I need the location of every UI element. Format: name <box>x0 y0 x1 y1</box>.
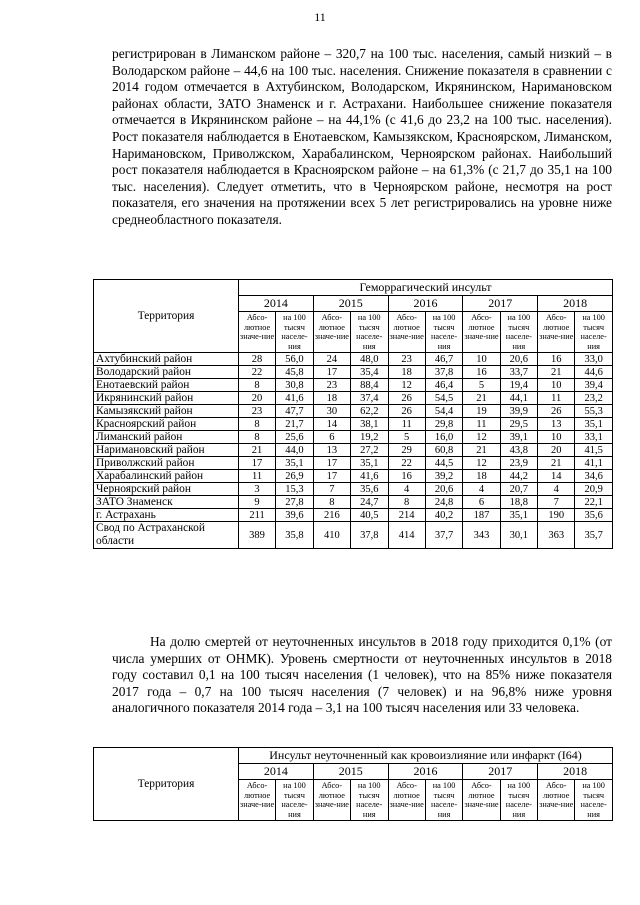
rate-cell: 18,8 <box>500 496 538 509</box>
rate-per-100k-header: на 100 тысяч населе-ния <box>575 312 613 353</box>
rate-per-100k-header: на 100 тысяч населе-ния <box>425 780 463 821</box>
rate-cell: 24,8 <box>425 496 463 509</box>
rate-cell: 25,6 <box>276 431 314 444</box>
territory-name: Енотаевский район <box>94 379 239 392</box>
rate-cell: 39,1 <box>500 431 538 444</box>
rate-cell: 47,7 <box>276 405 314 418</box>
absolute-value-cell: 216 <box>313 509 350 522</box>
rate-cell: 41,6 <box>276 392 314 405</box>
territory-name: ЗАТО Знаменск <box>94 496 239 509</box>
absolute-value-cell: 26 <box>538 405 575 418</box>
absolute-value-cell: 18 <box>463 470 500 483</box>
absolute-value-cell: 5 <box>388 431 425 444</box>
absolute-value-header: Абсо-лютное значе-ние <box>463 312 500 353</box>
rate-cell: 40,2 <box>425 509 463 522</box>
absolute-value-header: Абсо-лютное значе-ние <box>538 780 575 821</box>
rate-cell: 46,7 <box>425 353 463 366</box>
absolute-value-cell: 17 <box>313 470 350 483</box>
table-caption: Инсульт неуточненный как кровоизлияние или инфаркт (I64) <box>239 748 613 764</box>
territory-name: Харабалинский район <box>94 470 239 483</box>
table-row <box>94 353 613 366</box>
absolute-value-cell: 17 <box>313 366 350 379</box>
rate-per-100k-header: на 100 тысяч населе-ния <box>425 312 463 353</box>
absolute-value-cell: 211 <box>239 509 276 522</box>
year-header: 2014 <box>239 296 314 312</box>
absolute-value-cell: 6 <box>313 431 350 444</box>
hemorrhagic-stroke-table <box>93 279 613 549</box>
rate-cell: 27,8 <box>276 496 314 509</box>
absolute-value-header: Абсо-лютное значе-ние <box>388 312 425 353</box>
rate-cell: 44,0 <box>276 444 314 457</box>
absolute-value-cell: 4 <box>538 483 575 496</box>
table-row <box>94 496 613 509</box>
rate-cell: 62,2 <box>350 405 388 418</box>
absolute-value-cell: 26 <box>388 392 425 405</box>
table-row <box>94 379 613 392</box>
year-header: 2017 <box>463 764 538 780</box>
rate-cell: 41,6 <box>350 470 388 483</box>
absolute-value-cell: 8 <box>313 496 350 509</box>
absolute-value-cell: 23 <box>239 405 276 418</box>
absolute-value-cell: 10 <box>538 431 575 444</box>
rate-cell: 35,8 <box>276 522 314 549</box>
rate-cell: 16,0 <box>425 431 463 444</box>
absolute-value-cell: 7 <box>313 483 350 496</box>
absolute-value-cell: 16 <box>388 470 425 483</box>
rate-cell: 33,1 <box>575 431 613 444</box>
rate-cell: 55,3 <box>575 405 613 418</box>
rate-cell: 15,3 <box>276 483 314 496</box>
absolute-value-cell: 7 <box>538 496 575 509</box>
paragraph-text: На долю смертей от неуточненных инсультов в 2018 году приходится 0,1% (от числа умерших от ОНМК). Уровень смертности от неуточненных инсультов в 2018 году составил 0,1 на 100 тысяч населения (1 человек), что на 85% ниже показателя 2017 года – 0,7 на 100 тысяч населения (7 человек) и на 96,8% ниже уровня аналогичного показателя 2014 года – 3,1 на 100 тысяч населения или 33 человека. <box>112 634 612 716</box>
page-number: 11 <box>314 10 326 24</box>
territory-name: Красноярский район <box>94 418 239 431</box>
rate-cell: 34,6 <box>575 470 613 483</box>
rate-cell: 35,1 <box>500 509 538 522</box>
absolute-value-cell: 21 <box>538 457 575 470</box>
rate-cell: 21,7 <box>276 418 314 431</box>
rate-cell: 39,9 <box>500 405 538 418</box>
rate-cell: 60,8 <box>425 444 463 457</box>
absolute-value-cell: 11 <box>463 418 500 431</box>
absolute-value-cell: 17 <box>313 457 350 470</box>
absolute-value-cell: 12 <box>463 457 500 470</box>
absolute-value-cell: 28 <box>239 353 276 366</box>
rate-cell: 44,5 <box>425 457 463 470</box>
absolute-value-cell: 17 <box>239 457 276 470</box>
rate-cell: 24,7 <box>350 496 388 509</box>
rate-cell: 46,4 <box>425 379 463 392</box>
rate-cell: 33,7 <box>500 366 538 379</box>
absolute-value-cell: 16 <box>463 366 500 379</box>
absolute-value-cell: 22 <box>239 366 276 379</box>
absolute-value-header: Абсо-лютное значе-ние <box>239 312 276 353</box>
absolute-value-header: Абсо-лютное значе-ние <box>239 780 276 821</box>
rate-cell: 23,9 <box>500 457 538 470</box>
territory-name: г. Астрахань <box>94 509 239 522</box>
absolute-value-cell: 187 <box>463 509 500 522</box>
absolute-value-cell: 3 <box>239 483 276 496</box>
rate-cell: 41,1 <box>575 457 613 470</box>
paragraph-text: регистрирован в Лиманском районе – 320,7 на 100 тыс. населения, самый низкий – в Володарском районе – 44,6 на 100 тыс. населения. Снижение показателя в сравнении с 2014 годом отмечается в Ахтубинском, Володарском, Икрянинском, Наримановском районах области, ЗАТО Знаменск и г. Астрахани. Наибольшее снижение показателя отмечается в Икрянинском районе – на 44,1% (с 41,6 до 23,2 на 100 тыс. населения). Рост показателя наблюдается в Енотаевском, Камызякском, Красноярском, Лиманском, Наримановском, Приволжском, Харабалинском, Черноярском районах. Наибольший рост показателя наблюдается в Красноярском районе – на 61,3% (с 21,7 до 35,1 на 100 тыс. населения). Следует отметить, что в Черноярском районе, несмотря на рост показателя, его значения на протяжении всех 5 лет регистрировались на уровне ниже среднеобластного показателя. <box>112 46 612 227</box>
table-caption: Геморрагический инсульт <box>239 280 613 296</box>
rate-cell: 37,8 <box>425 366 463 379</box>
table-row <box>94 483 613 496</box>
absolute-value-cell: 21 <box>239 444 276 457</box>
rate-cell: 48,0 <box>350 353 388 366</box>
absolute-value-cell: 19 <box>463 405 500 418</box>
absolute-value-cell: 20 <box>538 444 575 457</box>
territory-name: Володарский район <box>94 366 239 379</box>
rate-cell: 35,7 <box>575 522 613 549</box>
rate-cell: 22,1 <box>575 496 613 509</box>
territory-header: Территория <box>94 748 239 821</box>
rate-per-100k-header: на 100 тысяч населе-ния <box>276 780 314 821</box>
rate-cell: 45,8 <box>276 366 314 379</box>
territory-name: Камызякский район <box>94 405 239 418</box>
rate-cell: 37,4 <box>350 392 388 405</box>
absolute-value-cell: 20 <box>239 392 276 405</box>
rate-cell: 88,4 <box>350 379 388 392</box>
absolute-value-cell: 18 <box>388 366 425 379</box>
absolute-value-cell: 11 <box>388 418 425 431</box>
rate-cell: 35,1 <box>575 418 613 431</box>
rate-cell: 44,2 <box>500 470 538 483</box>
table-row <box>94 509 613 522</box>
rate-cell: 27,2 <box>350 444 388 457</box>
rate-per-100k-header: на 100 тысяч населе-ния <box>276 312 314 353</box>
absolute-value-cell: 5 <box>463 379 500 392</box>
absolute-value-header: Абсо-лютное значе-ние <box>313 312 350 353</box>
rate-per-100k-header: на 100 тысяч населе-ния <box>350 312 388 353</box>
absolute-value-cell: 16 <box>538 353 575 366</box>
absolute-value-cell: 10 <box>463 353 500 366</box>
rate-per-100k-header: на 100 тысяч населе-ния <box>500 780 538 821</box>
absolute-value-cell: 410 <box>313 522 350 549</box>
rate-cell: 20,7 <box>500 483 538 496</box>
table-row <box>94 392 613 405</box>
rate-cell: 54,5 <box>425 392 463 405</box>
absolute-value-cell: 11 <box>239 470 276 483</box>
table-row <box>94 522 613 549</box>
absolute-value-header: Абсо-лютное значе-ние <box>388 780 425 821</box>
absolute-value-cell: 29 <box>388 444 425 457</box>
territory-name: Ахтубинский район <box>94 353 239 366</box>
rate-cell: 35,1 <box>276 457 314 470</box>
absolute-value-cell: 9 <box>239 496 276 509</box>
territory-name: Лиманский район <box>94 431 239 444</box>
absolute-value-cell: 12 <box>463 431 500 444</box>
rate-cell: 29,5 <box>500 418 538 431</box>
year-header: 2016 <box>388 764 463 780</box>
rate-cell: 40,5 <box>350 509 388 522</box>
rate-cell: 44,1 <box>500 392 538 405</box>
territory-name: Икрянинский район <box>94 392 239 405</box>
absolute-value-cell: 24 <box>313 353 350 366</box>
rate-cell: 39,6 <box>276 509 314 522</box>
rate-cell: 37,8 <box>350 522 388 549</box>
absolute-value-cell: 21 <box>538 366 575 379</box>
absolute-value-cell: 8 <box>239 431 276 444</box>
table-row <box>94 431 613 444</box>
rate-cell: 33,0 <box>575 353 613 366</box>
absolute-value-cell: 22 <box>388 457 425 470</box>
table-row <box>94 457 613 470</box>
absolute-value-cell: 363 <box>538 522 575 549</box>
year-header: 2018 <box>538 764 613 780</box>
rate-cell: 39,2 <box>425 470 463 483</box>
absolute-value-cell: 10 <box>538 379 575 392</box>
rate-cell: 23,2 <box>575 392 613 405</box>
absolute-value-cell: 14 <box>538 470 575 483</box>
rate-per-100k-header: на 100 тысяч населе-ния <box>500 312 538 353</box>
territory-name: Наримановский район <box>94 444 239 457</box>
absolute-value-cell: 23 <box>388 353 425 366</box>
absolute-value-cell: 8 <box>239 418 276 431</box>
absolute-value-cell: 30 <box>313 405 350 418</box>
absolute-value-header: Абсо-лютное значе-ние <box>538 312 575 353</box>
absolute-value-cell: 414 <box>388 522 425 549</box>
rate-per-100k-header: на 100 тысяч населе-ния <box>575 780 613 821</box>
year-header: 2015 <box>313 764 388 780</box>
table-row <box>94 470 613 483</box>
rate-cell: 30,1 <box>500 522 538 549</box>
rate-cell: 26,9 <box>276 470 314 483</box>
absolute-value-header: Абсо-лютное значе-ние <box>313 780 350 821</box>
year-header: 2016 <box>388 296 463 312</box>
rate-per-100k-header: на 100 тысяч населе-ния <box>350 780 388 821</box>
table-row <box>94 418 613 431</box>
rate-cell: 20,9 <box>575 483 613 496</box>
absolute-value-cell: 343 <box>463 522 500 549</box>
territory-name: Черноярский район <box>94 483 239 496</box>
rate-cell: 35,6 <box>350 483 388 496</box>
rate-cell: 35,4 <box>350 366 388 379</box>
year-header: 2017 <box>463 296 538 312</box>
rate-cell: 37,7 <box>425 522 463 549</box>
rate-cell: 20,6 <box>425 483 463 496</box>
territory-name: Приволжский район <box>94 457 239 470</box>
year-header: 2015 <box>313 296 388 312</box>
table-row <box>94 366 613 379</box>
territory-name: Свод по Астраханской области <box>94 522 239 549</box>
rate-cell: 29,8 <box>425 418 463 431</box>
rate-cell: 19,4 <box>500 379 538 392</box>
rate-cell: 41,5 <box>575 444 613 457</box>
absolute-value-cell: 13 <box>538 418 575 431</box>
absolute-value-cell: 8 <box>388 496 425 509</box>
absolute-value-cell: 4 <box>463 483 500 496</box>
rate-cell: 20,6 <box>500 353 538 366</box>
year-header: 2018 <box>538 296 613 312</box>
absolute-value-cell: 21 <box>463 392 500 405</box>
absolute-value-cell: 214 <box>388 509 425 522</box>
table-body <box>94 353 613 549</box>
rate-cell: 35,1 <box>350 457 388 470</box>
unspecified-stroke-table <box>93 747 613 821</box>
table-row <box>94 444 613 457</box>
absolute-value-cell: 21 <box>463 444 500 457</box>
absolute-value-cell: 12 <box>388 379 425 392</box>
rate-cell: 30,8 <box>276 379 314 392</box>
rate-cell: 56,0 <box>276 353 314 366</box>
absolute-value-cell: 8 <box>239 379 276 392</box>
absolute-value-cell: 26 <box>388 405 425 418</box>
absolute-value-cell: 18 <box>313 392 350 405</box>
table-row <box>94 405 613 418</box>
year-header: 2014 <box>239 764 314 780</box>
rate-cell: 19,2 <box>350 431 388 444</box>
rate-cell: 44,6 <box>575 366 613 379</box>
absolute-value-cell: 23 <box>313 379 350 392</box>
rate-cell: 35,6 <box>575 509 613 522</box>
rate-cell: 39,4 <box>575 379 613 392</box>
absolute-value-cell: 13 <box>313 444 350 457</box>
absolute-value-cell: 389 <box>239 522 276 549</box>
absolute-value-cell: 6 <box>463 496 500 509</box>
rate-cell: 38,1 <box>350 418 388 431</box>
absolute-value-cell: 11 <box>538 392 575 405</box>
absolute-value-cell: 190 <box>538 509 575 522</box>
territory-header: Территория <box>94 280 239 353</box>
absolute-value-cell: 4 <box>388 483 425 496</box>
absolute-value-cell: 14 <box>313 418 350 431</box>
rate-cell: 43,8 <box>500 444 538 457</box>
absolute-value-header: Абсо-лютное значе-ние <box>463 780 500 821</box>
rate-cell: 54,4 <box>425 405 463 418</box>
